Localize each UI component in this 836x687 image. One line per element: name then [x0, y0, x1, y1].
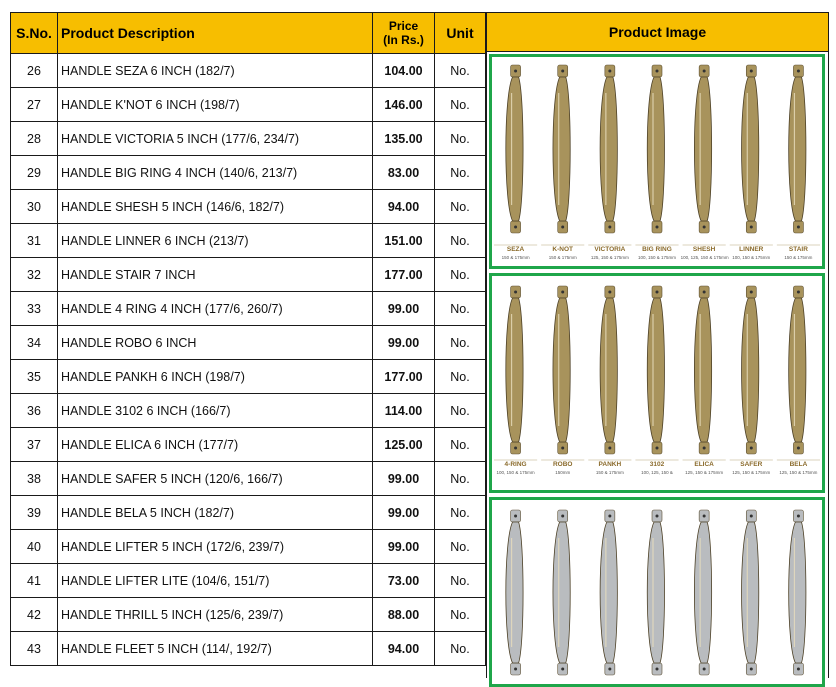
row-sno: 37	[11, 428, 58, 462]
row-sno: 27	[11, 88, 58, 122]
handle-size-label: 125, 150 & 175mm	[590, 255, 629, 260]
handle-size-label: 150 & 175mm	[548, 255, 577, 260]
row-description: HANDLE K'NOT 6 INCH (198/7)	[58, 88, 373, 122]
handle-size-label: 125, 150 & 175mm	[685, 470, 724, 475]
handle-image-3	[600, 286, 617, 454]
table-row	[11, 258, 486, 292]
row-description: HANDLE BIG RING 4 INCH (140/6, 213/7)	[58, 156, 373, 190]
table-row	[11, 530, 486, 564]
row-description: HANDLE PANKH 6 INCH (198/7)	[58, 360, 373, 394]
handle-size-label: 150mm	[555, 470, 571, 475]
header-sno: S.No.	[11, 13, 58, 54]
handle-image-3	[600, 510, 617, 675]
row-sno: 31	[11, 224, 58, 258]
handle-name-label: SHESH	[692, 246, 716, 253]
handle-name-label: LINNER	[739, 246, 764, 253]
row-unit: No.	[435, 54, 486, 88]
row-price: 99.00	[373, 530, 435, 564]
row-sno: 40	[11, 530, 58, 564]
price-table	[10, 12, 486, 666]
row-sno: 43	[11, 632, 58, 666]
row-unit: No.	[435, 224, 486, 258]
row-unit: No.	[435, 564, 486, 598]
product-image-panel-3	[489, 497, 825, 687]
row-price: 151.00	[373, 224, 435, 258]
row-description: HANDLE ROBO 6 INCH	[58, 326, 373, 360]
handle-name-label: PANKH	[598, 461, 622, 468]
row-description: HANDLE LINNER 6 INCH (213/7)	[58, 224, 373, 258]
handle-image-1	[506, 286, 523, 454]
handle-image-2	[553, 510, 570, 675]
row-price: 99.00	[373, 462, 435, 496]
handle-image-4	[647, 286, 664, 454]
row-sno: 30	[11, 190, 58, 224]
table-header-row	[11, 13, 486, 54]
table-row	[11, 88, 486, 122]
handle-image-5	[694, 65, 711, 233]
handle-size-label: 100, 125, 150 &	[641, 470, 673, 475]
handle-name-label: STAIR	[788, 246, 808, 253]
row-price: 73.00	[373, 564, 435, 598]
row-unit: No.	[435, 326, 486, 360]
row-description: HANDLE STAIR 7 INCH	[58, 258, 373, 292]
handle-image-2	[553, 65, 570, 233]
handle-illustrations	[492, 57, 822, 266]
row-description: HANDLE THRILL 5 INCH (125/6, 239/7)	[58, 598, 373, 632]
handle-size-label: 100, 150 & 175mm	[496, 470, 535, 475]
handle-image-5	[694, 510, 711, 675]
row-price: 146.00	[373, 88, 435, 122]
row-sno: 34	[11, 326, 58, 360]
handle-image-5	[694, 286, 711, 454]
row-unit: No.	[435, 292, 486, 326]
row-price: 94.00	[373, 632, 435, 666]
handle-size-label: 150 & 175mm	[501, 255, 530, 260]
row-description: HANDLE 3102 6 INCH (166/7)	[58, 394, 373, 428]
handle-name-label: K-NOT	[552, 246, 573, 253]
row-price: 135.00	[373, 122, 435, 156]
row-description: HANDLE LIFTER 5 INCH (172/6, 239/7)	[58, 530, 373, 564]
row-unit: No.	[435, 598, 486, 632]
row-price: 99.00	[373, 496, 435, 530]
row-unit: No.	[435, 122, 486, 156]
table-row	[11, 54, 486, 88]
handle-image-7	[789, 65, 806, 233]
row-unit: No.	[435, 428, 486, 462]
table-row	[11, 598, 486, 632]
table-row	[11, 632, 486, 666]
table-row	[11, 224, 486, 258]
product-image-panel-1	[489, 54, 825, 269]
handle-image-3	[600, 65, 617, 233]
row-price: 177.00	[373, 258, 435, 292]
row-unit: No.	[435, 632, 486, 666]
row-price: 94.00	[373, 190, 435, 224]
row-sno: 32	[11, 258, 58, 292]
handle-size-label: 150 & 175mm	[784, 255, 813, 260]
product-image-column	[486, 52, 829, 678]
row-sno: 39	[11, 496, 58, 530]
row-price: 83.00	[373, 156, 435, 190]
row-unit: No.	[435, 530, 486, 564]
handle-image-6	[742, 65, 759, 233]
handle-illustrations	[492, 276, 822, 490]
row-description: HANDLE ELICA 6 INCH (177/7)	[58, 428, 373, 462]
handle-size-label: 125, 150 & 175mm	[732, 470, 771, 475]
row-price: 99.00	[373, 326, 435, 360]
table-row	[11, 122, 486, 156]
table-row	[11, 496, 486, 530]
handle-name-label: 4-RING	[504, 461, 527, 468]
row-price: 88.00	[373, 598, 435, 632]
row-unit: No.	[435, 156, 486, 190]
handle-size-label: 125, 150 & 175mm	[779, 470, 818, 475]
handle-image-6	[742, 286, 759, 454]
handle-image-1	[506, 510, 523, 675]
row-description: HANDLE BELA 5 INCH (182/7)	[58, 496, 373, 530]
row-unit: No.	[435, 394, 486, 428]
handle-name-label: BIG RING	[642, 246, 672, 253]
header-price	[373, 13, 435, 54]
handle-image-6	[742, 510, 759, 675]
row-price: 177.00	[373, 360, 435, 394]
handle-name-label: ROBO	[552, 461, 573, 468]
row-sno: 41	[11, 564, 58, 598]
handle-illustrations	[492, 500, 822, 684]
table-row	[11, 326, 486, 360]
header-unit: Unit	[435, 13, 486, 54]
row-sno: 38	[11, 462, 58, 496]
table-row	[11, 190, 486, 224]
header-price-line2: (In Rs.)	[383, 33, 424, 47]
row-description: HANDLE SAFER 5 INCH (120/6, 166/7)	[58, 462, 373, 496]
row-description: HANDLE 4 RING 4 INCH (177/6, 260/7)	[58, 292, 373, 326]
product-image-header: Product Image	[486, 12, 829, 52]
handle-name-label: VICTORIA	[594, 246, 626, 253]
handle-size-label: 100, 125, 150 & 175mm	[680, 255, 729, 260]
row-sno: 36	[11, 394, 58, 428]
handle-size-label: 150 & 175mm	[595, 470, 624, 475]
handle-name-label: ELICA	[694, 461, 714, 468]
row-description: HANDLE LIFTER LITE (104/6, 151/7)	[58, 564, 373, 598]
table-row	[11, 394, 486, 428]
row-sno: 26	[11, 54, 58, 88]
row-unit: No.	[435, 190, 486, 224]
handle-image-4	[647, 65, 664, 233]
row-sno: 28	[11, 122, 58, 156]
row-unit: No.	[435, 88, 486, 122]
row-sno: 35	[11, 360, 58, 394]
row-price: 104.00	[373, 54, 435, 88]
header-description: Product Description	[58, 13, 373, 54]
header-price-line1: Price	[388, 19, 419, 33]
table-row	[11, 156, 486, 190]
handle-name-label: SAFER	[740, 461, 763, 468]
row-unit: No.	[435, 462, 486, 496]
row-description: HANDLE FLEET 5 INCH (114/, 192/7)	[58, 632, 373, 666]
handle-size-label: 100, 150 & 175mm	[732, 255, 771, 260]
row-price: 114.00	[373, 394, 435, 428]
handle-image-1	[506, 65, 523, 233]
row-unit: No.	[435, 360, 486, 394]
table-row	[11, 292, 486, 326]
handle-name-label: SEZA	[506, 246, 525, 253]
table-row	[11, 428, 486, 462]
handle-name-label: BELA	[789, 461, 808, 468]
handle-size-label: 100, 150 & 175mm	[637, 255, 676, 260]
row-unit: No.	[435, 496, 486, 530]
handle-name-label: 3102	[649, 461, 665, 468]
row-unit: No.	[435, 258, 486, 292]
handle-image-4	[647, 510, 664, 675]
table-row	[11, 564, 486, 598]
row-price: 125.00	[373, 428, 435, 462]
row-description: HANDLE SHESH 5 INCH (146/6, 182/7)	[58, 190, 373, 224]
row-sno: 42	[11, 598, 58, 632]
row-sno: 33	[11, 292, 58, 326]
row-description: HANDLE SEZA 6 INCH (182/7)	[58, 54, 373, 88]
handle-image-7	[789, 510, 806, 675]
row-price: 99.00	[373, 292, 435, 326]
row-description: HANDLE VICTORIA 5 INCH (177/6, 234/7)	[58, 122, 373, 156]
row-sno: 29	[11, 156, 58, 190]
handle-image-7	[789, 286, 806, 454]
product-image-panel-2	[489, 273, 825, 493]
handle-image-2	[553, 286, 570, 454]
table-row	[11, 360, 486, 394]
table-row	[11, 462, 486, 496]
